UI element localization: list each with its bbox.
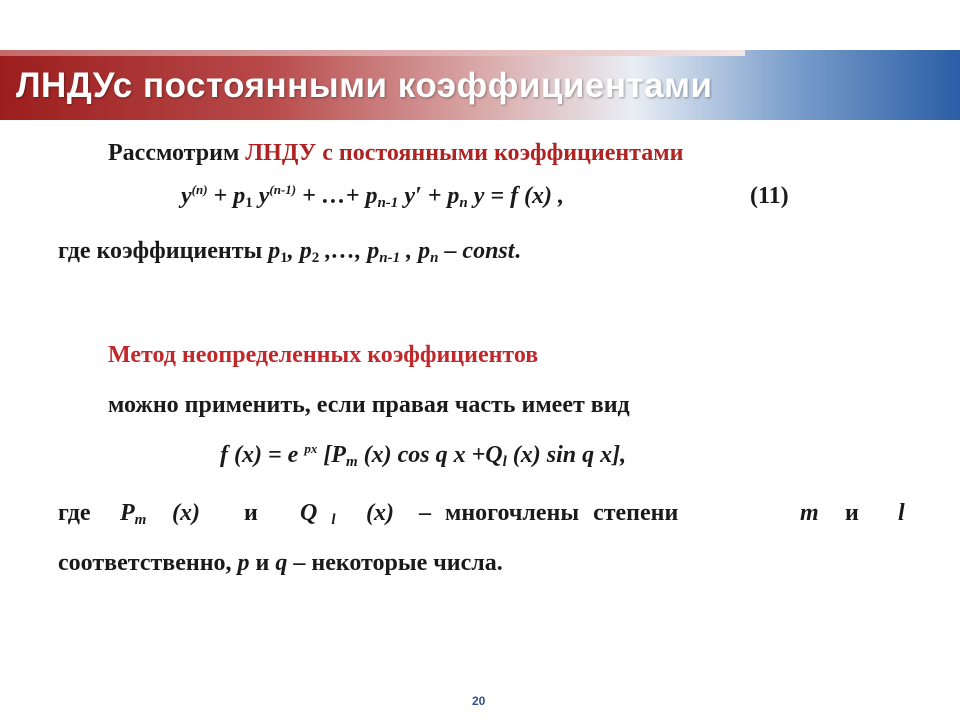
- where-x2-text: (x): [366, 500, 394, 526]
- eq-y-fx: y = f (x) ,: [467, 183, 565, 209]
- resp-p: p: [237, 550, 250, 576]
- coef-p1: p: [268, 238, 281, 264]
- resp-suffix: – некоторые числа.: [287, 550, 503, 576]
- coef-s1: 1: [280, 250, 288, 266]
- eq-dots-p: + …+ p: [296, 183, 378, 209]
- where-x1: [172, 500, 200, 527]
- f-sub-l: l: [502, 454, 507, 470]
- where-x2: [366, 500, 394, 527]
- where-m-text: m: [800, 500, 819, 526]
- eq-y-n1: y: [252, 183, 270, 209]
- where-x1-text: (x): [172, 500, 200, 526]
- coef-const: const: [462, 238, 515, 264]
- where-sub-m: m: [134, 512, 147, 528]
- equation-11: [181, 183, 564, 210]
- eq-plus-p1: + p: [207, 183, 246, 209]
- title-bar-strip: [0, 50, 745, 56]
- method-text: можно применить, если правая часть имеет вид: [108, 392, 630, 418]
- coef-pn1: ,…, p: [319, 238, 380, 264]
- page-number: 20: [472, 694, 486, 708]
- resp-q: q: [275, 550, 288, 576]
- intro-line: [108, 140, 683, 167]
- f-x-sin: (x) sin q x],: [506, 442, 627, 468]
- resp-line: [58, 550, 503, 577]
- coef-p2: , p: [287, 238, 312, 264]
- f-x-eq: (x) = e: [228, 442, 305, 468]
- where-gde: где: [58, 500, 91, 526]
- coef-sn: n: [430, 250, 439, 266]
- f-f: f: [220, 442, 228, 468]
- where-desc: – многочлены степени: [419, 500, 679, 526]
- f-bracket-p: [P: [317, 442, 346, 468]
- eq-sup-n: (n): [191, 182, 208, 197]
- resp-prefix: соответственно,: [58, 550, 238, 576]
- f-x-cos: (x) cos q x +Q: [357, 442, 503, 468]
- where-Q: [300, 500, 336, 527]
- coef-pn: , p: [400, 238, 431, 264]
- coef-dot: .: [514, 238, 521, 264]
- where-sub-l: l: [331, 512, 336, 528]
- resp-and: и: [249, 550, 276, 576]
- eq-yprime-p: y′ + p: [398, 183, 460, 209]
- f-sup-px: px: [304, 441, 318, 456]
- coef-tail: –: [438, 238, 463, 264]
- where-and1: и: [244, 500, 258, 526]
- eq-sub-n1: n-1: [377, 195, 399, 211]
- method-heading: Метод неопределенных коэффициентов: [108, 342, 539, 368]
- where-m: [800, 500, 819, 527]
- where-l-text: l: [898, 500, 905, 526]
- where-l: [898, 500, 905, 527]
- intro-highlight: ЛНДУ с постоянными коэффициентами: [245, 140, 684, 166]
- formula-f: [220, 442, 626, 469]
- where-and2: и: [845, 500, 859, 526]
- coef-text: где коэффициенты: [58, 238, 269, 264]
- eq-sub-n: n: [459, 195, 468, 211]
- eq-sup-n1: (n-1): [269, 182, 297, 197]
- f-sub-m: m: [345, 454, 358, 470]
- where-q-letter: Q: [300, 500, 318, 526]
- intro-prefix: Рассмотрим: [108, 140, 246, 166]
- eq-y: y: [181, 183, 192, 209]
- coefficients-line: [58, 238, 520, 265]
- equation-number: (11): [750, 183, 789, 209]
- slide-title: ЛНДУс постоянными коэффициентами: [16, 66, 713, 105]
- eq-sub-1: 1: [245, 195, 253, 211]
- where-P: [120, 500, 146, 527]
- coef-s2: 2: [311, 250, 320, 266]
- where-p-letter: P: [120, 500, 135, 526]
- coef-sn1: n-1: [379, 250, 401, 266]
